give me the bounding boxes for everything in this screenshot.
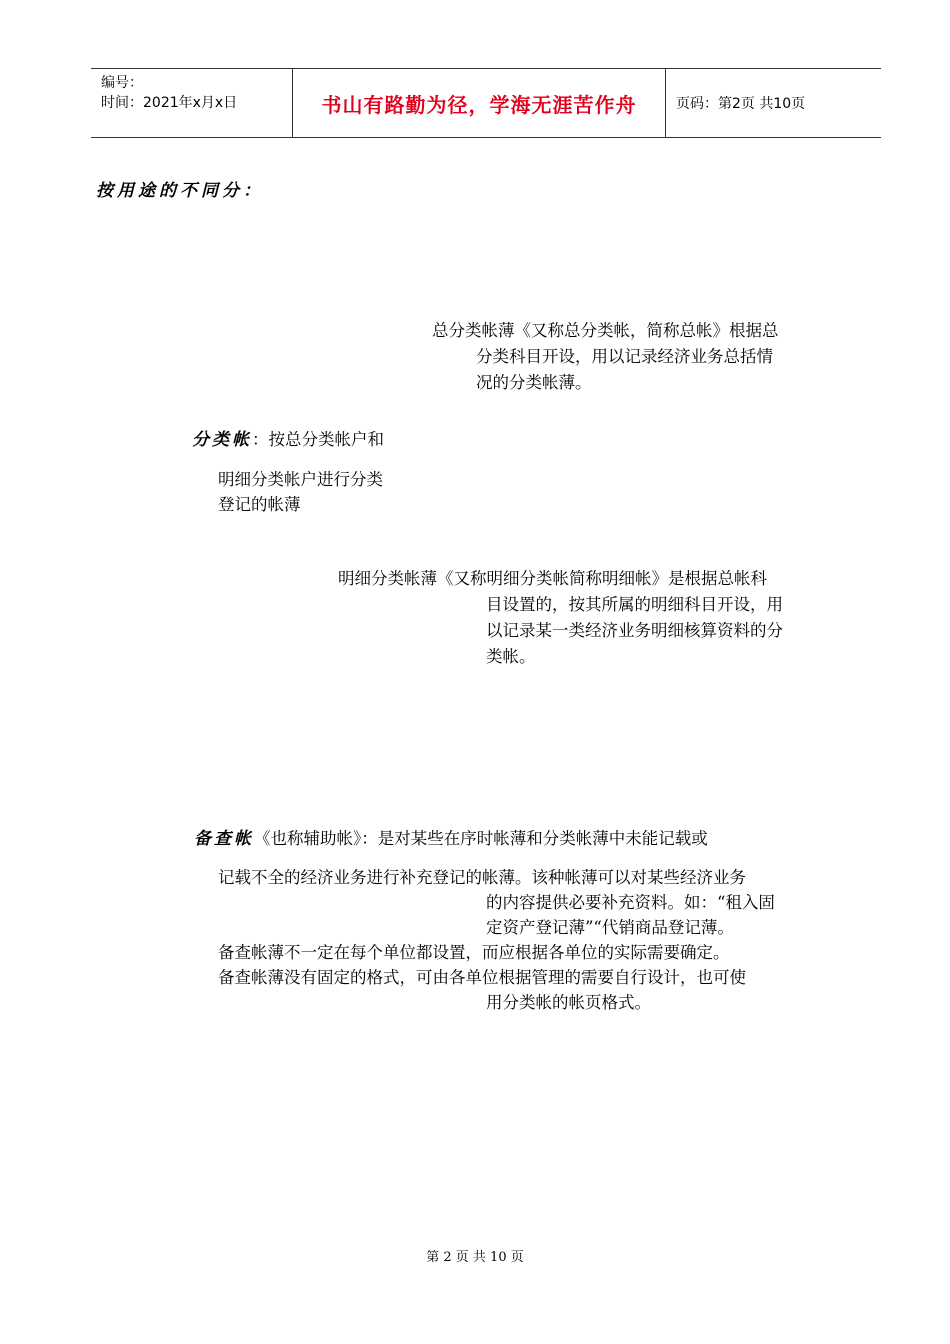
subsidiary-ledger-line: 目设置的，按其所属的明细科目开设，用 [486, 595, 783, 614]
classified-line [192, 427, 384, 453]
classified-term: 分类帐 [192, 430, 252, 450]
memo-term: 备查帐 [194, 829, 254, 849]
time-label: 时间：2021年x月x日 [101, 95, 238, 111]
memo-line [194, 826, 708, 852]
page-header [91, 68, 881, 138]
memo-line: 的内容提供必要补充资料。如：“租入固 [486, 893, 775, 912]
subsidiary-ledger-line: 明细分类帐薄《又称明细分类帐简称明细帐》是根据总帐科 [338, 569, 767, 588]
section-heading: 按用途的不同分： [96, 181, 264, 201]
classified-line: 登记的帐薄 [218, 495, 301, 514]
memo-line: 定资产登记薄”“代销商品登记薄。 [486, 918, 734, 937]
memo-line: 备查帐薄不一定在每个单位都设置，而应根据各单位的实际需要确定。 [218, 943, 730, 962]
memo-line: 记载不全的经济业务进行补充登记的帐薄。该种帐薄可以对某些经济业务 [218, 868, 746, 887]
general-ledger-line: 分类科目开设，用以记录经济业务总括情 [476, 347, 773, 366]
memo-text: 《也称辅助帐》：是对某些在序时帐薄和分类帐薄中未能记载或 [254, 829, 708, 848]
header-meta [101, 73, 237, 113]
number-label: 编号： [101, 75, 143, 91]
classified-text: ：按总分类帐户和 [252, 430, 384, 449]
subsidiary-ledger-line: 类帐。 [486, 647, 536, 666]
header-divider [665, 69, 666, 137]
general-ledger-line: 总分类帐薄《又称总分类帐，简称总帐》根据总 [432, 321, 779, 340]
memo-line: 备查帐薄没有固定的格式，可由各单位根据管理的需要自行设计，也可使 [218, 968, 746, 987]
page-footer: 第 2 页 共 10 页 [426, 1250, 524, 1265]
header-motto: 书山有路勤为径，学海无涯苦作舟 [321, 92, 637, 117]
memo-line: 用分类帐的帐页格式。 [486, 993, 651, 1012]
subsidiary-ledger-line: 以记录某一类经济业务明细核算资料的分 [486, 621, 783, 640]
header-page-number: 页码：第2页 共10页 [676, 96, 806, 112]
general-ledger-line: 况的分类帐薄。 [476, 373, 592, 392]
classified-line: 明细分类帐户进行分类 [218, 470, 383, 489]
